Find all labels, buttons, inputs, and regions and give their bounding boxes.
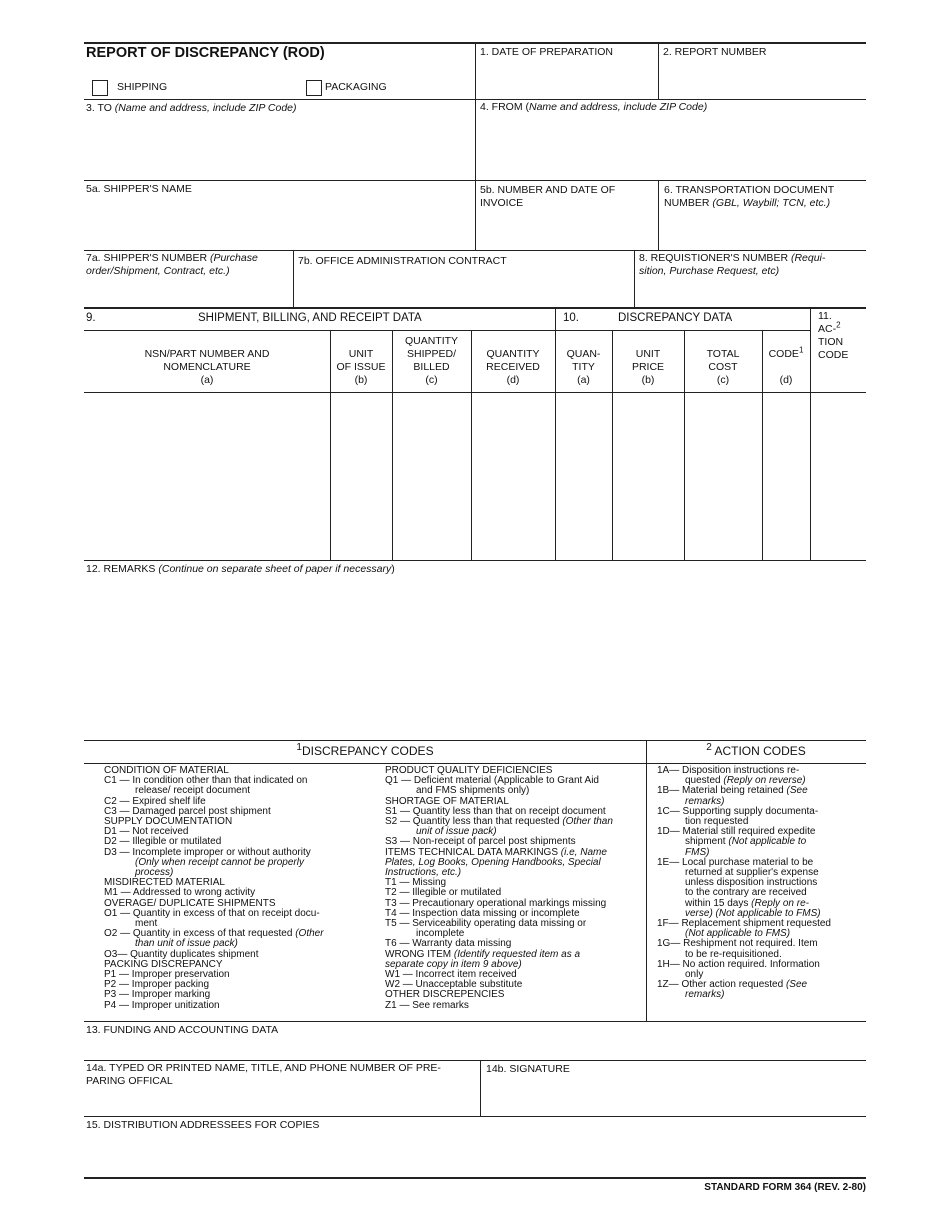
col-quantity-header: QUAN- TITY (a)	[566, 348, 601, 386]
signature-input[interactable]	[486, 1082, 860, 1112]
code-line: ment	[135, 918, 158, 930]
code-line: 1H— No action required. Information	[657, 958, 820, 970]
code-line: PRODUCT QUALITY DEFICIENCIES	[385, 765, 553, 776]
code-line: CONDITION OF MATERIAL	[104, 765, 229, 776]
discrepancy-codes-column-1	[104, 766, 324, 1011]
code-line: 1Z— Other action requested (See	[657, 979, 808, 991]
office-administration-contract-input[interactable]	[298, 276, 628, 302]
discrepancy-quantity-input[interactable]	[558, 396, 609, 556]
code-line: SUPPLY DOCUMENTATION	[104, 816, 233, 828]
requisitioners-number-input[interactable]	[639, 283, 861, 303]
shippers-name-input[interactable]	[86, 200, 470, 246]
code-line: WRONG ITEM (Identify requested item as a	[385, 948, 581, 960]
code-line: S1 — Quantity less than that on receipt document	[385, 805, 606, 817]
nsn-input[interactable]	[87, 396, 327, 556]
code-line: 1A— Disposition instructions re-	[657, 765, 800, 776]
form-title: REPORT OF DISCREPANCY (ROD)	[86, 45, 325, 61]
code-line: PACKING DISCREPANCY	[104, 958, 223, 970]
action-code-header: 11. AC-$^2$ TION CODE	[818, 310, 849, 361]
section-9-title: SHIPMENT, BILLING, AND RECEIPT DATA	[198, 312, 422, 324]
date-of-preparation-input[interactable]	[480, 66, 652, 94]
col-unit-of-issue-header: UNIT OF ISSUE (b)	[336, 348, 386, 386]
code-line: verse) (Not applicable to FMS)	[685, 907, 821, 919]
from-label: 4. FROM (Name and address, include ZIP Code)	[480, 101, 708, 113]
distribution-input[interactable]	[86, 1136, 862, 1172]
office-administration-contract-label: 7b. OFFICE ADMINISTRATION CONTRACT	[298, 255, 507, 267]
code-line: C1 — In condition other than that indicated on	[104, 775, 308, 787]
report-number-input[interactable]	[663, 66, 861, 94]
remarks-label: 12. REMARKS (Continue on separate sheet of paper if necessary)	[86, 563, 395, 575]
code-line: 1D— Material still required expedite	[657, 826, 816, 838]
preparing-official-input[interactable]	[86, 1092, 474, 1112]
code-line: remarks)	[685, 989, 725, 1001]
code-line: M1 — Addressed to wrong activity	[104, 887, 256, 899]
section-10-title: DISCREPANCY DATA	[618, 312, 733, 324]
code-line: T5 — Serviceability operating data missing or	[385, 918, 587, 930]
unit-price-input[interactable]	[615, 396, 681, 556]
shippers-number-input[interactable]	[86, 283, 288, 303]
code-line: Q1 — Deficient material (Applicable to Grant Aid	[385, 775, 599, 787]
code-line: 1G— Reshipment not required. Item	[657, 938, 818, 950]
code-line: Plates, Log Books, Opening Handbooks, Special	[385, 856, 601, 868]
code-line: OTHER DISCREPENCIES	[385, 989, 505, 1001]
code-line: T6 — Warranty data missing	[385, 938, 512, 950]
code-line: (Not applicable to FMS)	[685, 928, 791, 940]
code-line: P3 — Improper marking	[104, 989, 211, 1001]
col-qty-received-header: QUANTITY RECEIVED (d)	[486, 348, 540, 386]
shippers-name-label: 5a. SHIPPER'S NAME	[86, 183, 192, 195]
unit-of-issue-input[interactable]	[333, 396, 389, 556]
packaging-checkbox[interactable]	[306, 80, 322, 96]
discrepancy-codes-column-2	[385, 766, 613, 1011]
code-line: P4 — Improper unitization	[104, 999, 220, 1011]
code-line: process)	[135, 867, 174, 879]
section-9-number: 9.	[86, 312, 96, 324]
discrepancy-codes-title: $^1$DISCREPANCY CODES	[296, 742, 434, 758]
invoice-label: 5b. NUMBER AND DATE OF INVOICE	[480, 184, 616, 209]
code-line: than unit of issue pack)	[135, 938, 238, 950]
code-line: shipment (Not applicable to	[685, 836, 807, 848]
report-number-label: 2. REPORT NUMBER	[663, 46, 767, 58]
action-codes-column	[657, 766, 831, 1001]
action-code-input[interactable]	[813, 396, 863, 556]
date-of-preparation-label: 1. DATE OF PREPARATION	[480, 46, 614, 58]
preparing-official-label: 14a. TYPED OR PRINTED NAME, TITLE, AND PHONE NUMBER OF PRE- PARING OFFICAL	[86, 1062, 441, 1087]
code-line: incomplete	[416, 928, 465, 940]
code-line: T1 — Missing	[385, 877, 447, 889]
action-codes-title: $^2$ ACTION CODES	[706, 742, 806, 758]
to-label: 3. TO (Name and address, include ZIP Code)	[86, 102, 297, 114]
section-10-number: 10.	[563, 312, 579, 324]
code-line: separate copy in item 9 above)	[385, 958, 522, 970]
code-line: quested (Reply on reverse)	[685, 775, 806, 787]
code-line: C2 — Expired shelf life	[104, 795, 206, 807]
col-qty-shipped-header: QUANTITY SHIPPED/ BILLED (c)	[404, 335, 459, 386]
code-line: T3 — Precautionary operational markings missing	[385, 897, 607, 909]
funding-accounting-label: 13. FUNDING AND ACCOUNTING DATA	[86, 1024, 279, 1036]
code-line: FMS)	[685, 846, 710, 858]
code-line: 1B— Material being retained (See	[657, 785, 808, 797]
col-code-header: CODE$^1$ (d)	[768, 345, 804, 386]
code-line: within 15 days (Reply on re-	[685, 897, 809, 909]
code-line: returned at supplier's expense	[685, 867, 819, 879]
code-line: D3 — Incomplete improper or without authority	[104, 846, 311, 858]
col-unit-price-header: UNIT PRICE (b)	[631, 348, 665, 386]
code-line: O3— Quantity duplicates shipment	[104, 948, 259, 960]
code-line: ITEMS TECHNICAL DATA MARKINGS (i.e, Name	[385, 846, 607, 858]
code-line: T2 — Illegible or mutilated	[385, 887, 502, 899]
code-line: S2 — Quantity less than that requested (Other than	[385, 816, 613, 828]
signature-label: 14b. SIGNATURE	[486, 1063, 570, 1075]
code-line: 1C— Supporting supply documenta-	[657, 805, 819, 817]
code-line: Z1 — See remarks	[385, 999, 469, 1011]
from-address-input[interactable]	[480, 118, 860, 176]
code-line: release/ receipt document	[135, 785, 251, 797]
packaging-label: PACKAGING	[325, 81, 387, 93]
code-line: unless disposition instructions	[685, 877, 818, 889]
requisitioners-number-label: 8. REQUISTIONER'S NUMBER (Requi- sition, Purchase Request, etc)	[639, 252, 826, 277]
invoice-input[interactable]	[480, 216, 652, 244]
col-nsn-header: NSN/PART NUMBER AND NOMENCLATURE (a)	[144, 348, 270, 386]
code-line: only	[685, 969, 704, 981]
qty-received-input[interactable]	[474, 396, 552, 556]
code-line: 1E— Local purchase material to be	[657, 856, 814, 868]
code-line: P2 — Improper packing	[104, 979, 210, 991]
code-line: O2 — Quantity in excess of that requested (Other	[104, 928, 324, 940]
code-line: (Only when receipt cannot be properly	[135, 856, 304, 868]
code-line: to be re-requisitioned.	[685, 948, 782, 960]
code-line: C3 — Damaged parcel post shipment	[104, 805, 271, 817]
shippers-number-label: 7a. SHIPPER'S NUMBER (Purchase order/Shipment, Contract, etc.)	[86, 252, 258, 277]
code-line: W1 — Incorrect item received	[385, 969, 517, 981]
code-line: W2 — Unacceptable substitute	[385, 979, 523, 991]
remarks-input[interactable]	[86, 580, 862, 736]
code-line: D1 — Not received	[104, 826, 189, 838]
code-line: tion requested	[685, 816, 749, 828]
code-line: MISDIRECTED MATERIAL	[104, 877, 225, 889]
shipping-label: SHIPPING	[117, 81, 168, 93]
code-line: Instructions, etc.)	[385, 867, 462, 879]
code-line: P1 — Improper preservation	[104, 969, 230, 981]
code-line: unit of issue pack)	[416, 826, 497, 838]
transportation-document-input[interactable]	[664, 216, 860, 244]
code-line: O1 — Quantity in excess of that on receipt docu-	[104, 907, 320, 919]
funding-accounting-input[interactable]	[300, 1030, 860, 1054]
code-line: D2 — Illegible or mutilated	[104, 836, 222, 848]
code-line: OVERAGE/ DUPLICATE SHIPMENTS	[104, 897, 276, 909]
col-total-cost-header: TOTAL COST (c)	[706, 348, 740, 386]
shipping-checkbox[interactable]	[92, 80, 108, 96]
qty-shipped-input[interactable]	[395, 396, 468, 556]
to-address-input[interactable]	[86, 118, 470, 176]
code-input[interactable]	[765, 396, 807, 556]
code-line: T4 — Inspection data missing or incomplete	[385, 907, 580, 919]
distribution-label: 15. DISTRIBUTION ADDRESSEES FOR COPIES	[86, 1119, 320, 1131]
total-cost-input[interactable]	[687, 396, 759, 556]
code-line: 1F— Replacement shipment requested	[657, 918, 831, 930]
code-line: remarks)	[685, 795, 725, 807]
form-number-footer: STANDARD FORM 364 (REV. 2-80)	[704, 1182, 866, 1193]
code-line: and FMS shipments only)	[416, 785, 530, 797]
code-line: SHORTAGE OF MATERIAL	[385, 795, 509, 807]
transportation-document-label: 6. TRANSPORTATION DOCUMENT NUMBER (GBL, Waybill; TCN, etc.)	[664, 184, 835, 209]
code-line: to the contrary are received	[685, 887, 807, 899]
code-line: S3 — Non-receipt of parcel post shipments	[385, 836, 576, 848]
